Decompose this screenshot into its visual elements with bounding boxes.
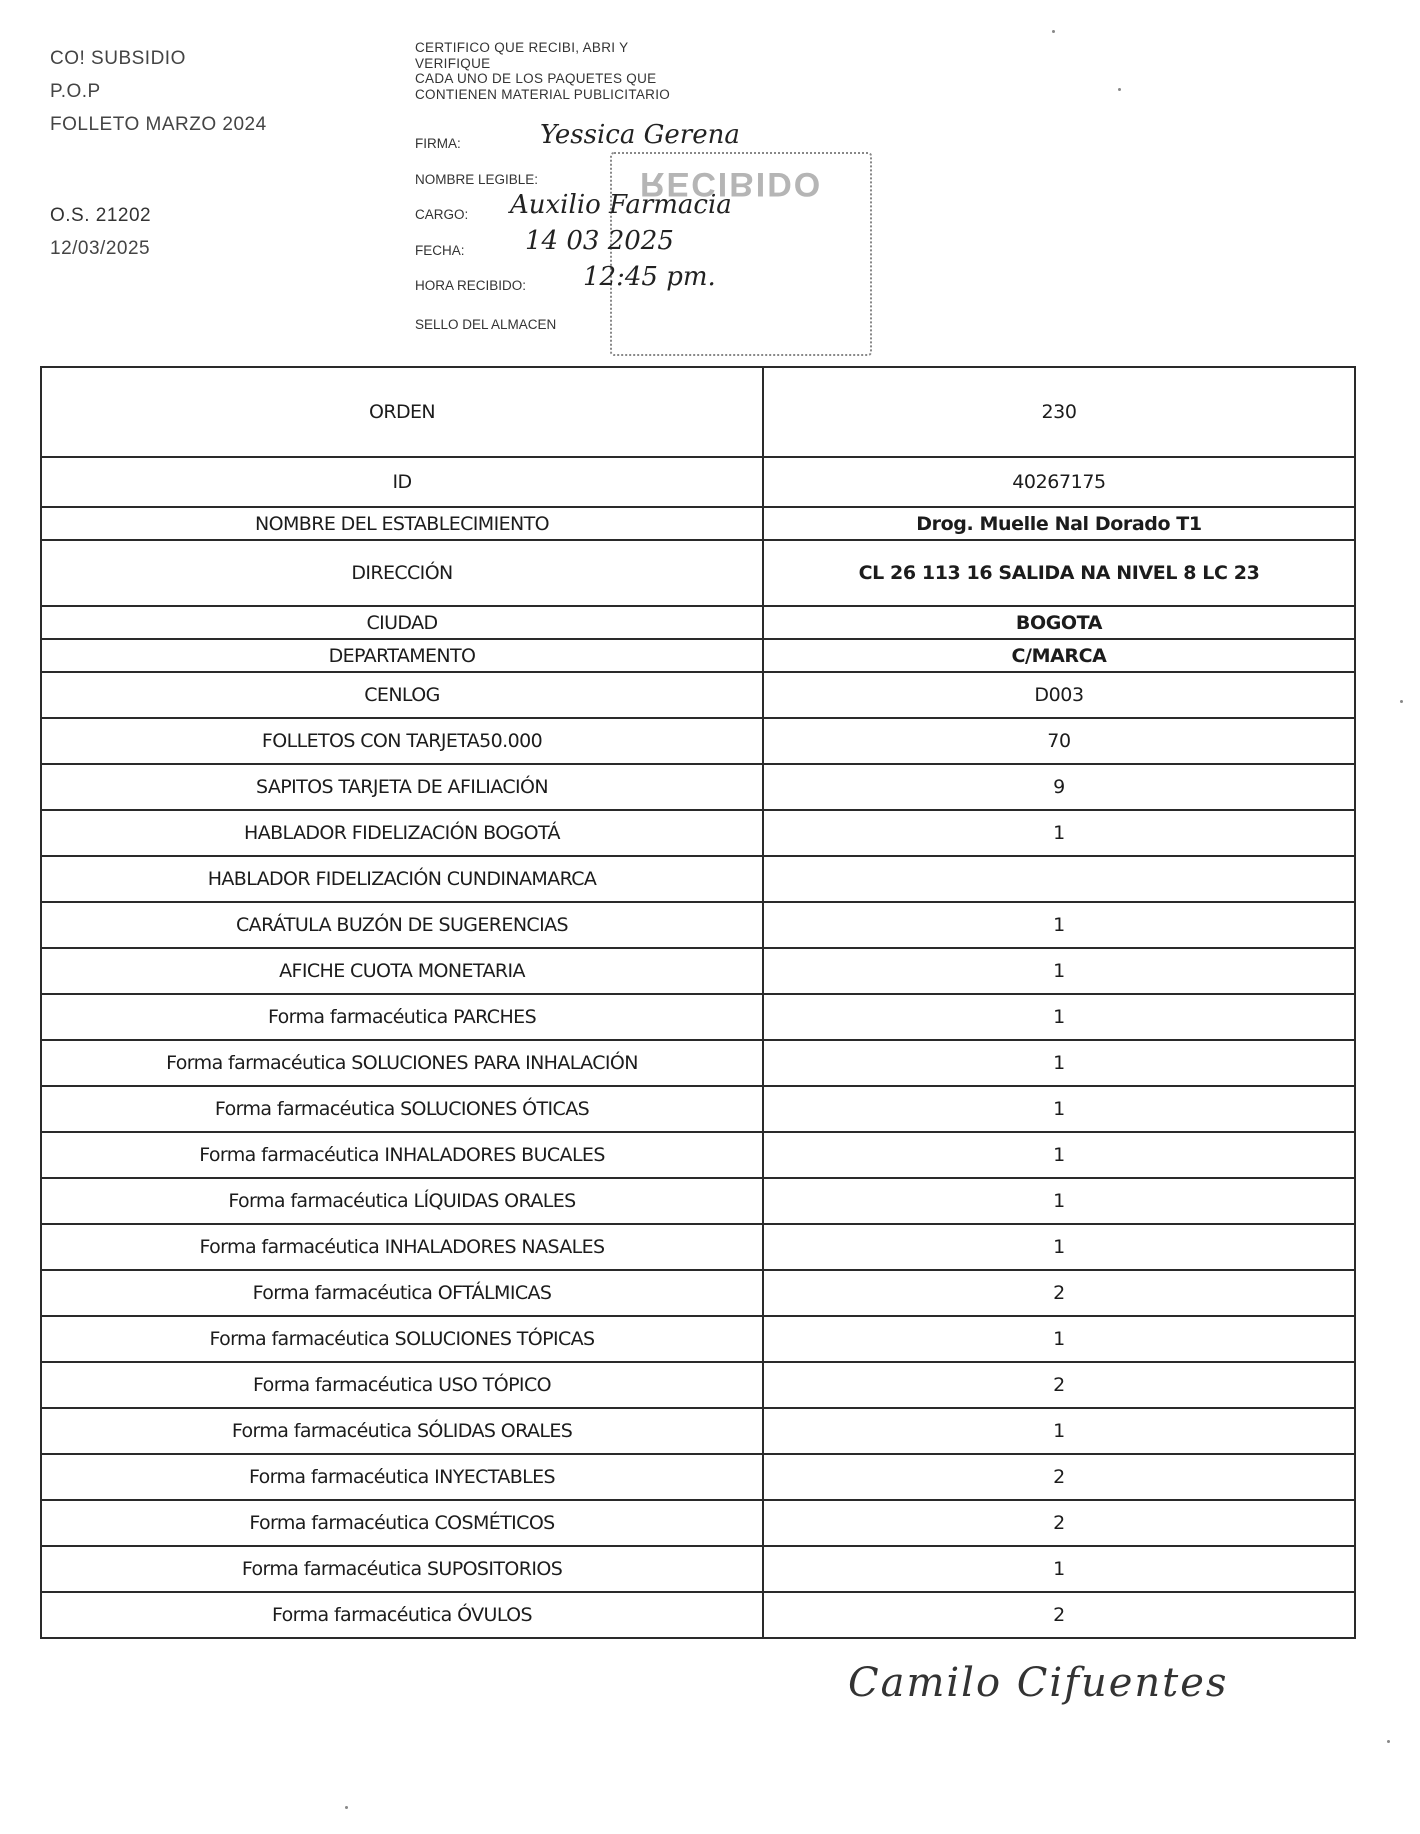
row-value: 2 bbox=[763, 1592, 1355, 1638]
row-value: 1 bbox=[763, 994, 1355, 1040]
cargo-value: Auxilio Farmacia bbox=[510, 190, 732, 220]
row-label: FOLLETOS CON TARJETA50.000 bbox=[41, 718, 763, 764]
row-label: Forma farmacéutica PARCHES bbox=[41, 994, 763, 1040]
scan-noise bbox=[1118, 88, 1121, 91]
receiver-signature: Camilo Cifuentes bbox=[848, 1660, 1229, 1706]
table-row bbox=[41, 764, 1355, 810]
firma-signature: Yessica Gerena bbox=[540, 120, 740, 150]
hora-recibido-value: 12:45 pm. bbox=[583, 262, 716, 292]
table-row bbox=[41, 994, 1355, 1040]
table-row bbox=[41, 718, 1355, 764]
row-label: Forma farmacéutica SOLUCIONES ÓTICAS bbox=[41, 1086, 763, 1132]
row-value: 1 bbox=[763, 1132, 1355, 1178]
table-row bbox=[41, 1454, 1355, 1500]
row-label: ID bbox=[41, 457, 763, 507]
scan-noise bbox=[1400, 700, 1403, 703]
scan-noise bbox=[1052, 30, 1055, 33]
row-label: CARÁTULA BUZÓN DE SUGERENCIAS bbox=[41, 902, 763, 948]
row-label: CIUDAD bbox=[41, 606, 763, 639]
table-row bbox=[41, 948, 1355, 994]
certification-block bbox=[415, 40, 740, 332]
document-header bbox=[50, 42, 267, 265]
table-row bbox=[41, 1178, 1355, 1224]
table-row bbox=[41, 856, 1355, 902]
row-value: 9 bbox=[763, 764, 1355, 810]
os-number: O.S. 21202 bbox=[50, 205, 152, 226]
hora-recibido-label: HORA RECIBIDO: bbox=[415, 278, 527, 293]
table-row bbox=[41, 540, 1355, 606]
row-value: 1 bbox=[763, 1408, 1355, 1454]
table-row bbox=[41, 1132, 1355, 1178]
row-label: Forma farmacéutica USO TÓPICO bbox=[41, 1362, 763, 1408]
scan-noise bbox=[345, 1806, 348, 1809]
table-row bbox=[41, 507, 1355, 540]
scan-noise bbox=[1387, 1740, 1390, 1743]
table-row bbox=[41, 1500, 1355, 1546]
row-value: 1 bbox=[763, 1086, 1355, 1132]
table-row bbox=[41, 1040, 1355, 1086]
row-value: 2 bbox=[763, 1500, 1355, 1546]
row-value: 1 bbox=[763, 948, 1355, 994]
table-row bbox=[41, 1546, 1355, 1592]
table-row bbox=[41, 1086, 1355, 1132]
sello-almacen-label: SELLO DEL ALMACEN bbox=[415, 317, 557, 332]
row-label: NOMBRE DEL ESTABLECIMIENTO bbox=[41, 507, 763, 540]
row-value: 1 bbox=[763, 810, 1355, 856]
table-row bbox=[41, 606, 1355, 639]
company-name: CO! SUBSIDIO bbox=[50, 48, 186, 69]
row-label: SAPITOS TARJETA DE AFILIACIÓN bbox=[41, 764, 763, 810]
row-value: 70 bbox=[763, 718, 1355, 764]
firma-label: FIRMA: bbox=[415, 136, 461, 151]
table-row bbox=[41, 1316, 1355, 1362]
row-value: Drog. Muelle Nal Dorado T1 bbox=[763, 507, 1355, 540]
row-value: 2 bbox=[763, 1362, 1355, 1408]
delivery-table bbox=[40, 366, 1356, 1639]
row-label: HABLADOR FIDELIZACIÓN BOGOTÁ bbox=[41, 810, 763, 856]
row-value: 230 bbox=[763, 367, 1355, 457]
pop-label: P.O.P bbox=[50, 81, 101, 102]
table-row bbox=[41, 367, 1355, 457]
row-label: Forma farmacéutica ÓVULOS bbox=[41, 1592, 763, 1638]
certification-intro: CERTIFICO QUE RECIBI, ABRI Y VERIFIQUE CADA UNO DE LOS PAQUETES QUE CONTIENEN MATERIAL PUBLICITARIO bbox=[415, 40, 671, 102]
table-row bbox=[41, 810, 1355, 856]
row-label: DIRECCIÓN bbox=[41, 540, 763, 606]
table-row bbox=[41, 639, 1355, 672]
row-value bbox=[763, 856, 1355, 902]
row-label: AFICHE CUOTA MONETARIA bbox=[41, 948, 763, 994]
table-row bbox=[41, 457, 1355, 507]
row-value: 40267175 bbox=[763, 457, 1355, 507]
row-label: Forma farmacéutica SOLUCIONES PARA INHALACIÓN bbox=[41, 1040, 763, 1086]
row-label: Forma farmacéutica SÓLIDAS ORALES bbox=[41, 1408, 763, 1454]
row-label: Forma farmacéutica INHALADORES BUCALES bbox=[41, 1132, 763, 1178]
fecha-label: FECHA: bbox=[415, 243, 465, 258]
row-value: 2 bbox=[763, 1270, 1355, 1316]
row-value: BOGOTA bbox=[763, 606, 1355, 639]
row-label: DEPARTAMENTO bbox=[41, 639, 763, 672]
row-label: CENLOG bbox=[41, 672, 763, 718]
cargo-label: CARGO: bbox=[415, 207, 469, 222]
row-value: 1 bbox=[763, 902, 1355, 948]
table-row bbox=[41, 1224, 1355, 1270]
row-label: Forma farmacéutica SUPOSITORIOS bbox=[41, 1546, 763, 1592]
row-label: Forma farmacéutica SOLUCIONES TÓPICAS bbox=[41, 1316, 763, 1362]
table-row bbox=[41, 1592, 1355, 1638]
nombre-legible-label: NOMBRE LEGIBLE: bbox=[415, 172, 539, 187]
table-row bbox=[41, 902, 1355, 948]
table-row bbox=[41, 1408, 1355, 1454]
row-label: HABLADOR FIDELIZACIÓN CUNDINAMARCA bbox=[41, 856, 763, 902]
row-value: 1 bbox=[763, 1178, 1355, 1224]
row-value: D003 bbox=[763, 672, 1355, 718]
row-label: ORDEN bbox=[41, 367, 763, 457]
row-label: Forma farmacéutica INYECTABLES bbox=[41, 1454, 763, 1500]
table-row bbox=[41, 1270, 1355, 1316]
row-value: 1 bbox=[763, 1316, 1355, 1362]
row-value: 1 bbox=[763, 1546, 1355, 1592]
row-value: 1 bbox=[763, 1224, 1355, 1270]
stamp-text: RECIBIDO bbox=[640, 165, 823, 203]
folleto-title: FOLLETO MARZO 2024 bbox=[50, 114, 267, 135]
document-date: 12/03/2025 bbox=[50, 238, 151, 259]
row-value: C/MARCA bbox=[763, 639, 1355, 672]
row-label: Forma farmacéutica COSMÉTICOS bbox=[41, 1500, 763, 1546]
row-label: Forma farmacéutica INHALADORES NASALES bbox=[41, 1224, 763, 1270]
table-row bbox=[41, 672, 1355, 718]
row-value: 1 bbox=[763, 1040, 1355, 1086]
row-label: Forma farmacéutica OFTÁLMICAS bbox=[41, 1270, 763, 1316]
table-row bbox=[41, 1362, 1355, 1408]
row-value: 2 bbox=[763, 1454, 1355, 1500]
fecha-value: 14 03 2025 bbox=[525, 226, 674, 256]
row-value: CL 26 113 16 SALIDA NA NIVEL 8 LC 23 bbox=[763, 540, 1355, 606]
row-label: Forma farmacéutica LÍQUIDAS ORALES bbox=[41, 1178, 763, 1224]
